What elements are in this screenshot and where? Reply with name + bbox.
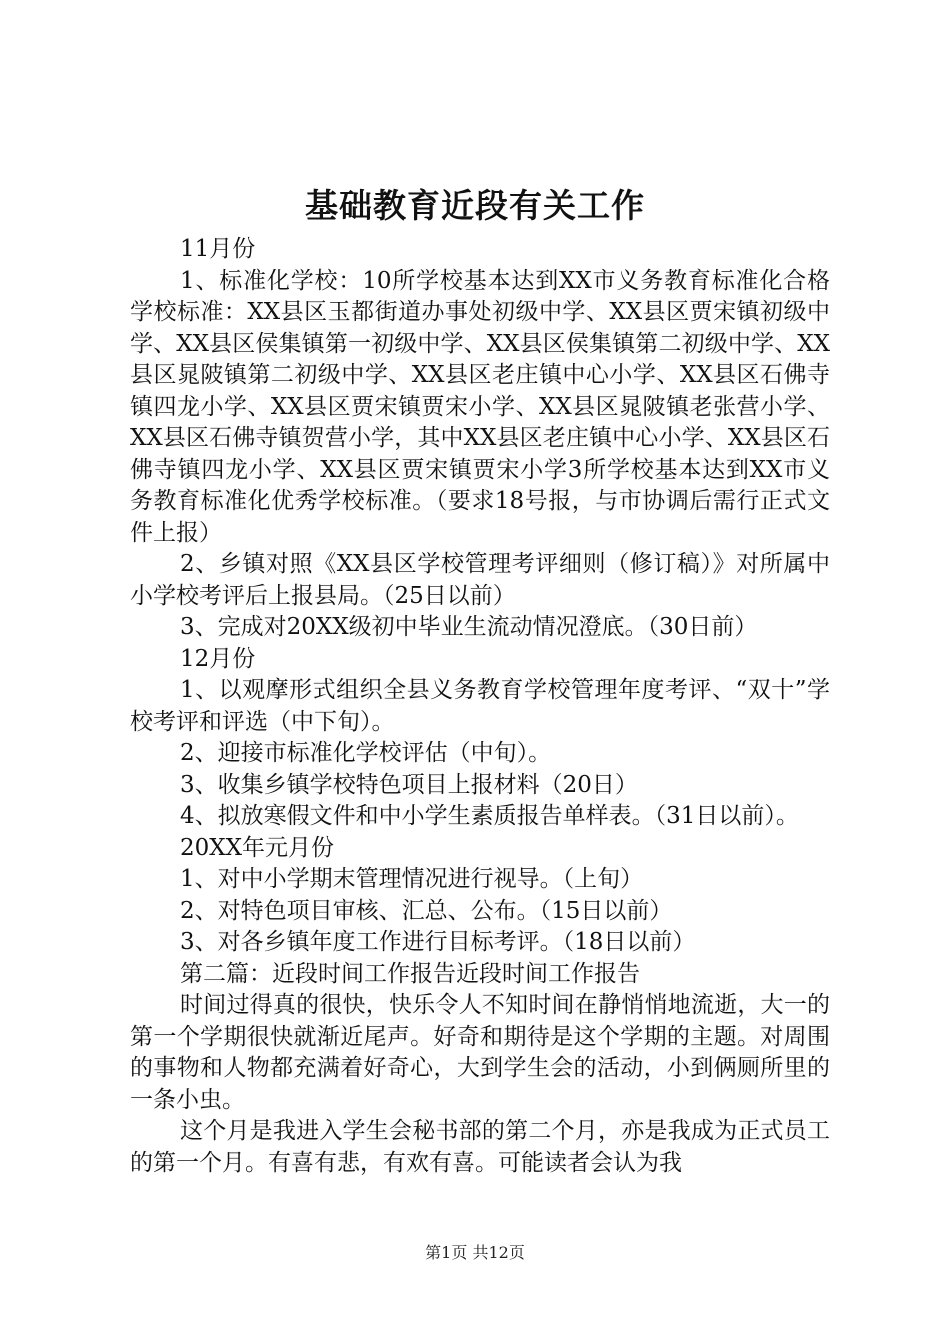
page-title: 基础教育近段有关工作 (305, 186, 645, 225)
paragraph: 3、完成对20XX级初中毕业生流动情况澄底。（30日前） (180, 614, 758, 640)
document-body (130, 234, 830, 1179)
paragraph: 2、对特色项目审核、汇总、公布。（15日以前） (180, 897, 673, 924)
paragraph: 1、对中小学期末管理情况进行视导。（上旬） (180, 866, 644, 892)
section-heading-december: 12月份 (180, 645, 256, 672)
section-heading-part-two: 第二篇：近段时间工作报告近段时间工作报告 (180, 960, 640, 987)
section-heading-november: 11月份 (180, 236, 256, 262)
paragraph: 3、收集乡镇学校特色项目上报材料（20日） (180, 771, 638, 798)
paragraph: 4、拟放寒假文件和中小学生素质报告单样表。（31日以前）。 (180, 803, 799, 829)
page-number: 第1页 (425, 1243, 468, 1262)
paragraph: 2、迎接市标准化学校评估（中旬）。 (180, 740, 552, 766)
paragraph: 时间过得真的很快，快乐令人不知时间在静悄悄地流逝，大一的第一个学期很快就渐近尾声。好奇和期待是这个学期的主题。对周围的事物和人物都充满着好奇心，大到学生会的活动，小到俩厕所里的一条小虫。 (130, 992, 830, 1113)
paragraph: 1、标准化学校：10所学校基本达到XX市义务教育标准化合格学校标准：XX县区玉都街道办事处初级中学、XX县区贾宋镇初级中学、XX县区侯集镇第一初级中学、XX县区侯集镇第二初级中学、XX县区晁陂镇第二初级中学、XX县区老庄镇中心小学、XX县区石佛寺镇四龙小学、XX县区贾宋镇贾宋小学、XX县区晁陂镇老张营小学、XX县区石佛寺镇贺营小学，其中XX县区老庄镇中心小学、XX县区石佛寺镇四龙小学、XX县区贾宋镇贾宋小学3所学校基本达到XX市义务教育标准化优秀学校标准。（要求18号报，与市协调后需行正式文件上报） (130, 267, 830, 546)
paragraph: 2、乡镇对照《XX县区学校管理考评细则（修订稿）》对所属中小学校考评后上报县局。（25日以前） (130, 551, 830, 609)
paragraph: 这个月是我进入学生会秘书部的第二个月，亦是我成为正式员工的第一个月。有喜有悲，有欢有喜。可能读者会认为我 (130, 1118, 830, 1176)
paragraph: 1、以观摩形式组织全县义务教育学校管理年度考评、“双十”学校考评和评选（中下旬）。 (130, 677, 830, 735)
page-footer (0, 1242, 950, 1264)
paragraph: 3、对各乡镇年度工作进行目标考评。（18日以前） (180, 929, 696, 955)
page-total: 共12页 (472, 1243, 525, 1262)
section-heading-january: 20XX年元月份 (180, 834, 335, 861)
